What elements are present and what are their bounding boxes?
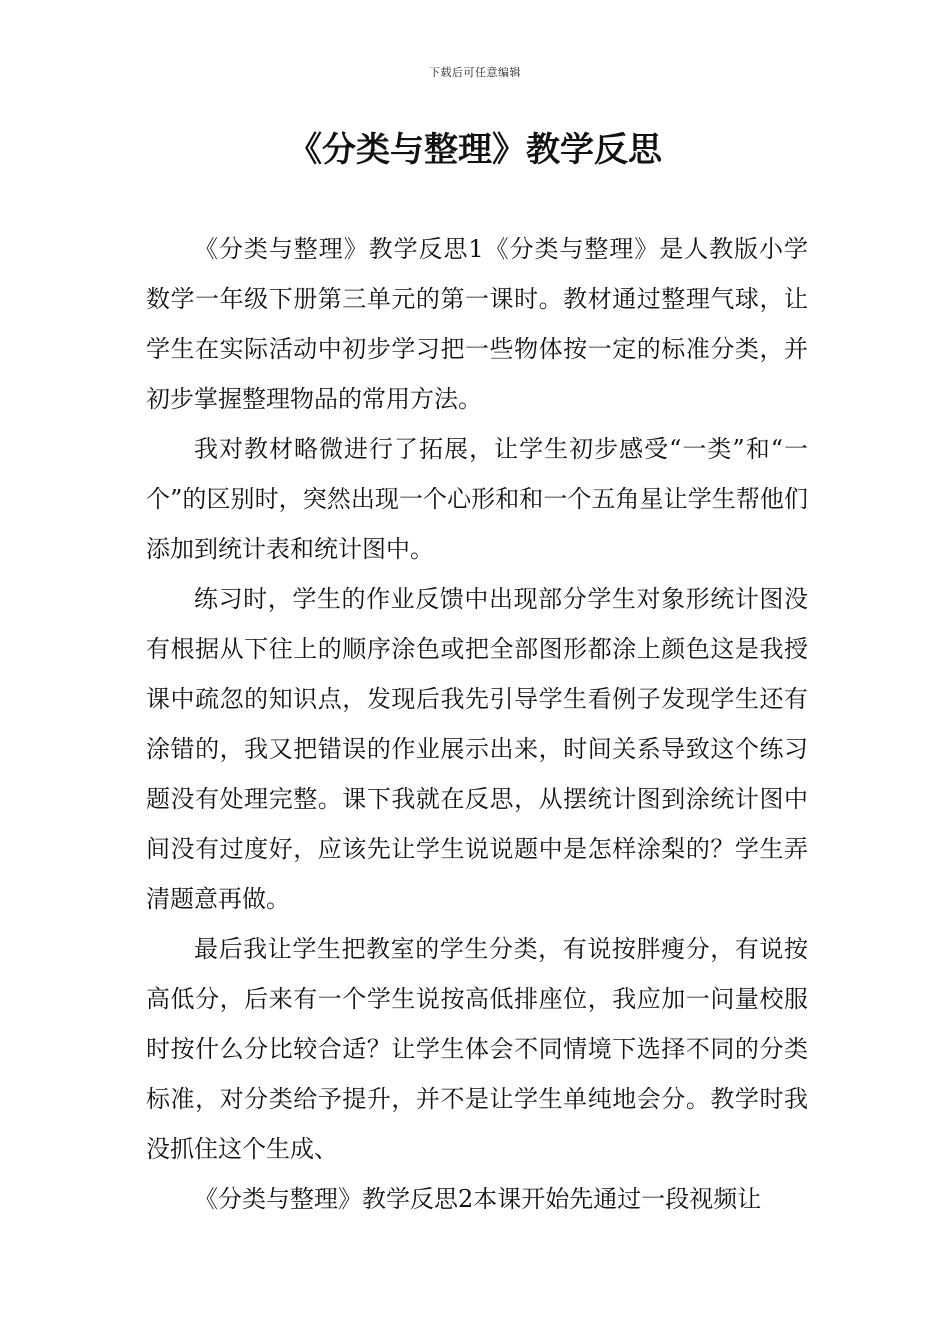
paragraph: 最后我让学生把教室的学生分类，有说按胖瘦分，有说按高低分，后来有一个学生说按高低排座位，我应加一问量校服时按什么分比较合适？让学生体会不同情境下选择不同的分类标准，对分类给予提升，并不是让学生单纯地会分。教学时我没抓住这个生成、 (146, 935, 808, 1163)
document-body (146, 224, 808, 1224)
header-note: 下载后可任意编辑 (429, 66, 521, 79)
paragraph: 《分类与整理》教学反思1《分类与整理》是人教版小学数学一年级下册第三单元的第一课时。教材通过整理气球，让学生在实际活动中初步学习把一些物体按一定的标准分类，并初步掌握整理物品的常用方法。 (146, 235, 808, 413)
paragraph: 《分类与整理》教学反思2本课开始先通过一段视频让 (194, 1185, 762, 1213)
paragraph: 练习时，学生的作业反馈中出现部分学生对象形统计图没有根据从下往上的顺序涂色或把全部图形都涂上颜色这是我授课中疏忽的知识点，发现后我先引导学生看例子发现学生还有涂错的，我又把错误的作业展示出来，时间关系导致这个练习题没有处理完整。课下我就在反思，从摆统计图到涂统计图中间没有过度好，应该先让学生说说题中是怎样涂梨的？学生弄清题意再做。 (146, 585, 808, 913)
paragraph: 我对教材略微进行了拓展，让学生初步感受“一类”和“一个”的区别时，突然出现一个心形和和一个五角星让学生帮他们添加到统计表和统计图中。 (146, 435, 808, 563)
document-title: 《分类与整理》教学反思 (288, 130, 662, 170)
